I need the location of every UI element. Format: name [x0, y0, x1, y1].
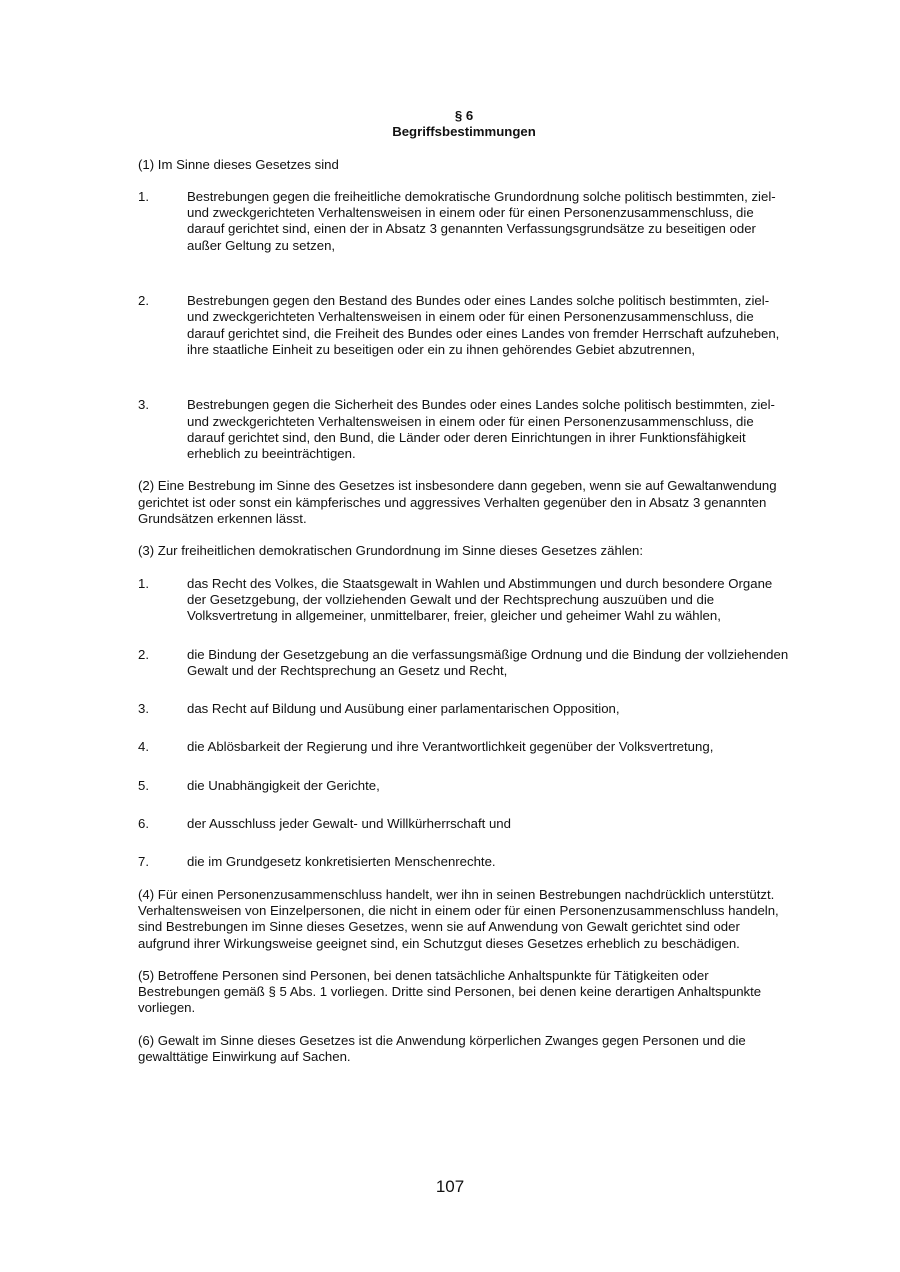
list-text: Bestrebungen gegen die freiheitliche demokratische Grundordnung solche politisch bestimmten, ziel- und zweckgerichteten Verhaltensweisen in einem oder für einen Personenzusammenschluss, die darauf gerichtet sind, einen der in Absatz 3 genannten Verfassungsgrundsätze zu beseitigen oder außer Geltung zu setzen,: [187, 188, 776, 253]
paragraph-2: (2) Eine Bestrebung im Sinne des Gesetzes ist insbesondere dann gegeben, wenn sie auf Gewaltanwendung gerichtet ist oder sonst ein kämpferisches und aggressives Verhalten gegenüber den in Absatz 3 genannten Grundsätzen erkennen lässt.: [138, 478, 777, 527]
section-heading: [138, 108, 790, 141]
list-number: 5.: [138, 777, 149, 793]
paragraph-1-intro: (1) Im Sinne dieses Gesetzes sind: [138, 156, 339, 172]
list-number: 3.: [138, 701, 149, 717]
p3-list-item: [138, 701, 790, 717]
list-text: Bestrebungen gegen die Sicherheit des Bundes oder eines Landes solche politisch bestimmten, ziel- und zweckgerichteten Verhaltensweisen in einem oder für einen Personenzusammenschluss, die darauf gerichtet sind, den Bund, die Länder oder deren Einrichtungen in ihrer Funktionsfähigkeit erheblich zu beeinträchtigen.: [187, 397, 775, 462]
p1-list-item: [138, 189, 790, 254]
list-number: 7.: [138, 854, 149, 870]
p3-list-item: [138, 778, 790, 794]
list-text: Bestrebungen gegen den Bestand des Bundes oder eines Landes solche politisch bestimmten, ziel- und zweckgerichteten Verhaltensweisen in einem oder für einen Personenzusammenschluss, die darauf gerichtet sind, die Freiheit des Bundes oder eines Landes von fremder Herrschaft aufzuheben, ihre staatliche Einheit zu beseitigen oder ein zu ihnen gehörendes Gebiet abzutrennen,: [187, 293, 780, 357]
paragraph-3-intro: (3) Zur freiheitlichen demokratischen Grundordnung im Sinne dieses Gesetzes zählen:: [138, 543, 644, 559]
list-text: die Bindung der Gesetzgebung an die verfassungsmäßige Ordnung und die Bindung der vollziehenden Gewalt und der Rechtsprechung an Gesetz und Recht,: [187, 646, 789, 678]
paragraph-4: (4) Für einen Personenzusammenschluss handelt, wer ihn in seinen Bestrebungen nachdrücklich unterstützt. Verhaltensweisen von Einzelpersonen, die nicht in einem oder für einen Personenzusammenschluss handeln, sind Bestrebungen im Sinne dieses Gesetzes, wenn sie auf Anwendung von Gewalt gerichtet sind oder aufgrund ihrer Wirkungsweise geeignet sind, ein Schutzgut dieses Gesetzes erheblich zu beschädigen.: [138, 886, 779, 951]
list-number: 4.: [138, 739, 149, 755]
list-number: 1.: [138, 188, 149, 204]
page-content: [138, 108, 790, 1065]
list-text: die im Grundgesetz konkretisierten Menschenrechte.: [187, 854, 496, 870]
list-text: das Recht des Volkes, die Staatsgewalt in Wahlen und Abstimmungen und durch besondere Organe der Gesetzgebung, der vollziehenden Gewalt und der Rechtsprechung auszuüben und die Volksvertretung in allgemeiner, unmittelbarer, freier, gleicher und geheimer Wahl zu wählen,: [187, 575, 773, 624]
list-text: die Unabhängigkeit der Gerichte,: [187, 777, 380, 793]
list-number: 1.: [138, 575, 149, 591]
section-title: Begriffsbestimmungen: [392, 124, 536, 140]
p3-list-item: [138, 647, 790, 680]
list-number: 2.: [138, 646, 149, 662]
p3-list-item: [138, 739, 790, 755]
paragraph-6: (6) Gewalt im Sinne dieses Gesetzes ist die Anwendung körperlichen Zwanges gegen Personen und die gewalttätige Einwirkung auf Sachen.: [138, 1032, 746, 1064]
p3-list-item: [138, 576, 790, 625]
paragraph-5: (5) Betroffene Personen sind Personen, bei denen tatsächliche Anhaltspunkte für Tätigkeiten oder Bestrebungen gemäß § 5 Abs. 1 vorliegen. Dritte sind Personen, bei denen keine derartigen Anhaltspunkte vorliegen.: [138, 967, 762, 1016]
list-number: 3.: [138, 397, 149, 413]
p3-list-item: [138, 854, 790, 870]
p1-list-item: [138, 293, 790, 358]
page-number: 107: [435, 1177, 465, 1196]
p1-list-item: [138, 397, 790, 462]
list-number: 6.: [138, 816, 149, 832]
list-number: 2.: [138, 293, 149, 309]
list-text: das Recht auf Bildung und Ausübung einer parlamentarischen Opposition,: [187, 701, 620, 717]
list-text: die Ablösbarkeit der Regierung und ihre Verantwortlichkeit gegenüber der Volksvertretung,: [187, 739, 714, 755]
list-text: der Ausschluss jeder Gewalt- und Willkürherrschaft und: [187, 816, 511, 832]
section-number: § 6: [454, 108, 474, 123]
p3-list-item: [138, 816, 790, 832]
